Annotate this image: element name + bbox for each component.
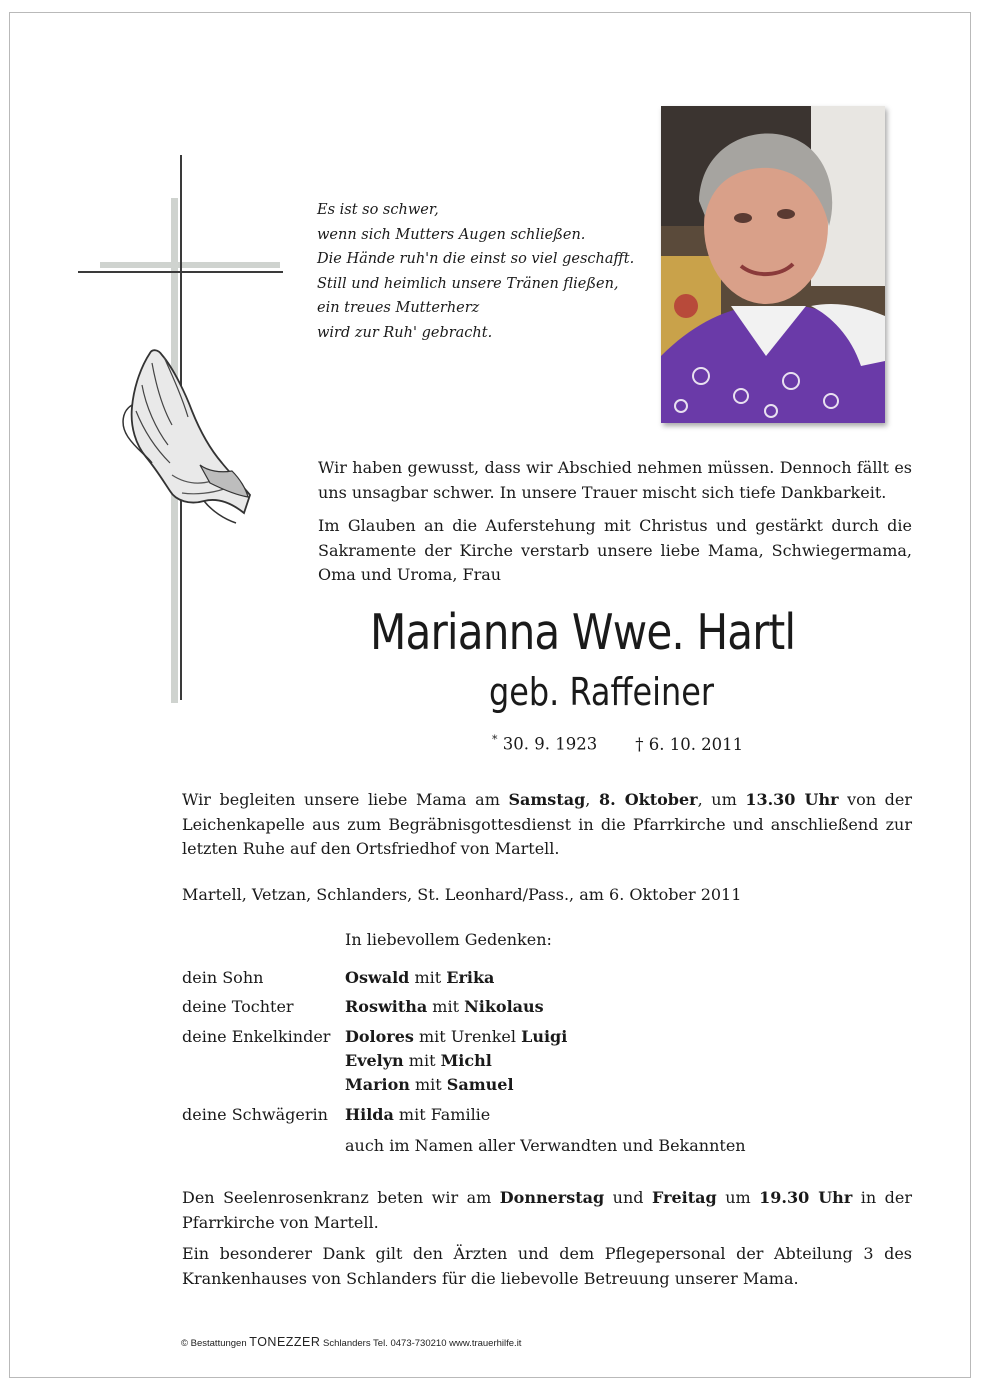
text: in der Pfarrkirche von Martell. bbox=[182, 1188, 912, 1232]
mourner-sister-in-law bbox=[345, 1105, 490, 1124]
text: mit Urenkel bbox=[413, 1027, 522, 1046]
poem bbox=[317, 198, 634, 345]
name: Nikolaus bbox=[464, 997, 544, 1016]
funeral-time: 13.30 Uhr bbox=[745, 790, 839, 809]
footer-brand: TONEZZER bbox=[249, 1335, 321, 1349]
relation-label-sister-in-law: deine Schwägerin bbox=[182, 1105, 328, 1124]
footer-prefix: © Bestattungen bbox=[181, 1338, 250, 1349]
mourner-son bbox=[345, 968, 494, 987]
place-and-date: Martell, Vetzan, Schlanders, St. Leonhard/Pass., am 6. Oktober 2011 bbox=[182, 885, 742, 904]
rosary-day: Freitag bbox=[651, 1188, 717, 1207]
deceased-name: Marianna Wwe. Hartl bbox=[370, 604, 796, 661]
cross-shadow-horizontal bbox=[100, 262, 280, 268]
name: Marion bbox=[345, 1075, 410, 1094]
relatives-note: auch im Namen aller Verwandten und Bekannten bbox=[345, 1136, 746, 1155]
memory-heading: In liebevollem Gedenken: bbox=[345, 930, 552, 949]
footer-contact: Schlanders Tel. 0473-730210 www.trauerhilfe.it bbox=[320, 1338, 522, 1349]
birth-symbol: * bbox=[492, 733, 498, 746]
text: mit bbox=[409, 968, 447, 987]
name: Hilda bbox=[345, 1105, 394, 1124]
text: um bbox=[716, 1188, 760, 1207]
name: Roswitha bbox=[345, 997, 428, 1016]
text: von der Leichenkapelle aus zum Begräbnisgottesdienst in die Pfarrkirche und anschließend zur letzten Ruhe auf den Ortsfriedhof von Martell. bbox=[182, 790, 913, 858]
mourner-grandchild bbox=[345, 1027, 567, 1046]
text: und bbox=[604, 1188, 652, 1207]
text: mit bbox=[409, 1075, 447, 1094]
text: mit bbox=[427, 997, 465, 1016]
text: , bbox=[585, 790, 599, 809]
text: Den Seelenrosenkranz beten wir am bbox=[182, 1188, 500, 1207]
funeral-day: Samstag bbox=[508, 790, 586, 809]
relation-label-son: dein Sohn bbox=[182, 968, 264, 987]
poem-line: Es ist so schwer, bbox=[317, 202, 439, 218]
text: mit bbox=[403, 1051, 441, 1070]
name: Samuel bbox=[446, 1075, 514, 1094]
name: Michl bbox=[440, 1051, 492, 1070]
rosary-day: Donnerstag bbox=[499, 1188, 605, 1207]
thanks-paragraph: Ein besonderer Dank gilt den Ärzten und dem Pflegepersonal der Abteilung 3 des Krankenhauses von Schlanders für die liebevolle Betreuung unserer Mama. bbox=[182, 1244, 912, 1288]
poem-line: Still und heimlich unsere Tränen fließen, bbox=[317, 275, 619, 292]
cross-horizontal-bar bbox=[78, 271, 283, 273]
name: Dolores bbox=[345, 1027, 414, 1046]
poem-line: wird zur Ruh' gebracht. bbox=[317, 324, 493, 341]
relation-label-daughter: deine Tochter bbox=[182, 997, 294, 1016]
name: Oswald bbox=[345, 968, 410, 987]
name: Erika bbox=[446, 968, 495, 987]
footer bbox=[181, 1335, 521, 1349]
funeral-date: 8. Oktober bbox=[598, 790, 698, 809]
mourner-daughter bbox=[345, 997, 544, 1016]
rosary-time: 19.30 Uhr bbox=[759, 1188, 853, 1207]
relation-label-grandchildren: deine Enkelkinder bbox=[182, 1027, 331, 1046]
name: Luigi bbox=[521, 1027, 568, 1046]
intro-paragraph-1: Wir haben gewusst, dass wir Abschied nehmen müssen. Dennoch fällt es uns unsagbar schwer. In unsere Trauer mischt sich tiefe Dankbarkeit. bbox=[318, 458, 912, 502]
poem-line: Die Hände ruh'n die einst so viel geschafft. bbox=[317, 251, 635, 267]
poem-line: wenn sich Mutters Augen schließen. bbox=[317, 226, 586, 243]
deceased-birth-name: geb. Raffeiner bbox=[489, 670, 714, 714]
portrait-photo bbox=[661, 106, 885, 423]
praying-hands-icon bbox=[112, 345, 252, 525]
rosary-paragraph bbox=[182, 1186, 912, 1235]
death-date: † 6. 10. 2011 bbox=[635, 734, 744, 754]
poem-line: ein treues Mutterherz bbox=[317, 300, 480, 316]
text: Wir begleiten unsere liebe Mama am bbox=[182, 790, 509, 809]
birth-date: 30. 9. 1923 bbox=[497, 734, 598, 754]
text: , um bbox=[697, 790, 746, 809]
mourner-grandchild bbox=[345, 1051, 492, 1070]
name: Evelyn bbox=[345, 1051, 404, 1070]
text: mit Familie bbox=[393, 1105, 491, 1124]
life-dates bbox=[492, 733, 743, 754]
mourner-grandchild bbox=[345, 1075, 514, 1094]
intro-paragraph-2: Im Glauben an die Auferstehung mit Christus und gestärkt durch die Sakramente der Kirche verstarb unsere liebe Mama, Schwiegermama, Oma und Uroma, Frau bbox=[318, 516, 912, 584]
funeral-paragraph bbox=[182, 788, 912, 862]
